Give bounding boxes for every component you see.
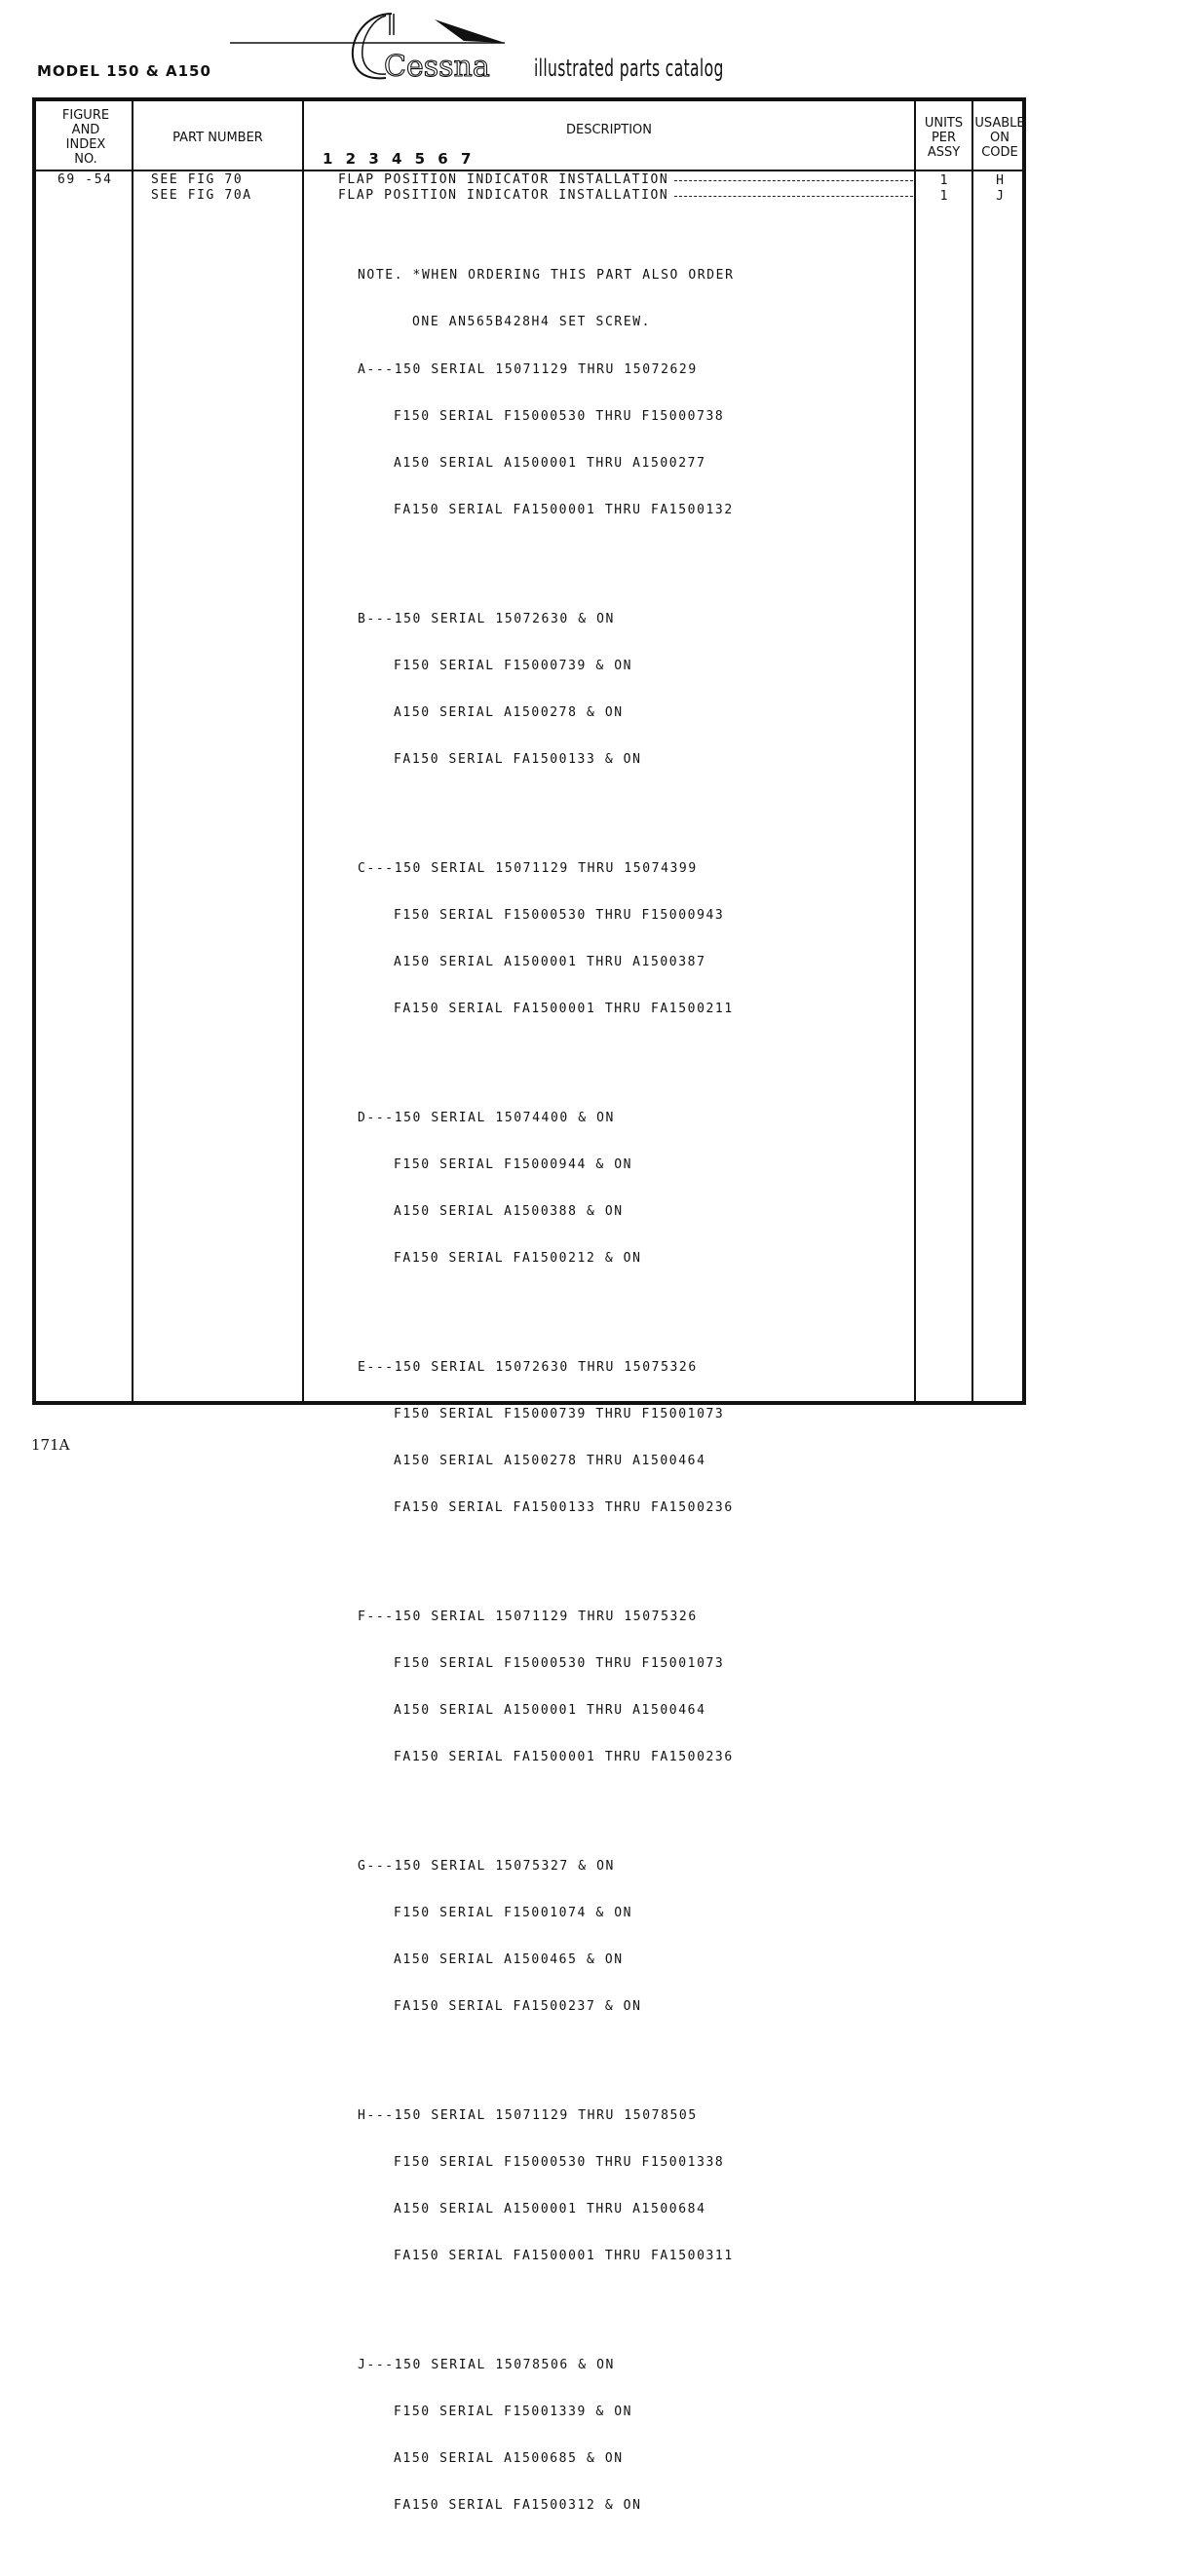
serial-line: F150 SERIAL F15000739 THRU F15001073	[394, 1407, 725, 1421]
table-row-code: H	[996, 173, 1004, 188]
serial-line: C---150 SERIAL 15071129 THRU 15074399	[358, 861, 698, 876]
catalog-title: illustrated parts catalog	[534, 55, 724, 82]
table-row-units: 1	[939, 189, 948, 204]
table-row-units: 1	[939, 173, 948, 188]
serial-group-h	[358, 2077, 734, 2295]
serial-line: A---150 SERIAL 15071129 THRU 15072629	[358, 362, 698, 377]
serial-line: A150 SERIAL A1500001 THRU A1500684	[394, 2202, 706, 2216]
serial-line: A150 SERIAL A1500685 & ON	[394, 2451, 624, 2466]
note-line: ONE AN565B428H4 SET SCREW.	[412, 315, 652, 329]
serial-group-c	[358, 830, 734, 1048]
serial-line: F150 SERIAL F15000944 & ON	[394, 1157, 633, 1172]
serial-line: FA150 SERIAL FA1500001 THRU FA1500211	[394, 1002, 734, 1016]
serial-line: F150 SERIAL F15000530 THRU F15001338	[394, 2155, 725, 2170]
table-row-index: 69 -54	[57, 172, 113, 187]
table-row	[338, 172, 913, 188]
serial-line: FA150 SERIAL FA1500001 THRU FA1500132	[394, 503, 734, 517]
column-header-figure: FIGURE AND INDEX NO.	[61, 108, 110, 167]
table-row-description: FLAP POSITION INDICATOR INSTALLATION	[338, 172, 669, 187]
serial-line: F150 SERIAL F15000530 THRU F15000943	[394, 908, 725, 923]
model-title: MODEL 150 & A150	[37, 62, 211, 80]
table-row	[338, 188, 913, 204]
table-row-part-number: SEE FIG 70	[151, 172, 244, 187]
serial-line: FA150 SERIAL FA1500133 THRU FA1500236	[394, 1500, 734, 1515]
serial-group-b	[358, 581, 734, 799]
serial-line: F150 SERIAL F15000530 THRU F15001073	[394, 1656, 725, 1671]
serial-line: A150 SERIAL A1500465 & ON	[394, 1952, 624, 1967]
column-divider	[132, 101, 133, 1401]
serial-line: FA150 SERIAL FA1500312 & ON	[394, 2498, 642, 2513]
leader-dashes	[674, 196, 913, 197]
header-divider	[36, 170, 1022, 171]
table-row-description: FLAP POSITION INDICATOR INSTALLATION	[338, 188, 669, 203]
serial-group-j	[358, 2327, 734, 2545]
serial-group-d	[358, 1080, 734, 1298]
table-row-part-number: SEE FIG 70A	[151, 188, 252, 203]
note-line: NOTE. *WHEN ORDERING THIS PART ALSO ORDER	[358, 268, 735, 283]
cessna-logo-mark	[230, 6, 522, 94]
column-divider	[971, 101, 973, 1401]
column-header-units: UNITS PER ASSY	[924, 115, 964, 160]
serial-line: FA150 SERIAL FA1500001 THRU FA1500311	[394, 2249, 734, 2263]
serial-line: FA150 SERIAL FA1500001 THRU FA1500236	[394, 1750, 734, 1764]
serial-line: G---150 SERIAL 15075327 & ON	[358, 1859, 615, 1874]
serial-group-f	[358, 1578, 734, 1797]
serial-line: A150 SERIAL A1500001 THRU A1500387	[394, 955, 706, 969]
column-header-description: DESCRIPTION	[566, 122, 652, 137]
serial-line: D---150 SERIAL 15074400 & ON	[358, 1111, 615, 1125]
serial-line: A150 SERIAL A1500001 THRU A1500277	[394, 456, 706, 471]
serial-line: F150 SERIAL F15001074 & ON	[394, 1906, 633, 1920]
column-header-part-number: PART NUMBER	[172, 130, 263, 145]
column-header-usable: USABLE ON CODE	[974, 115, 1025, 160]
serial-line: FA150 SERIAL FA1500237 & ON	[394, 1999, 642, 2014]
column-divider	[914, 101, 916, 1401]
indent-levels: 1 2 3 4 5 6 7	[323, 150, 476, 168]
cessna-logo	[230, 6, 522, 94]
serial-line: F---150 SERIAL 15071129 THRU 15075326	[358, 1610, 698, 1624]
serial-line: F150 SERIAL F15000739 & ON	[394, 659, 633, 673]
table-row-code: J	[996, 189, 1004, 204]
serial-group-e	[358, 1329, 734, 1547]
serial-line: A150 SERIAL A1500278 & ON	[394, 705, 624, 720]
serial-group-a	[358, 331, 734, 549]
serial-effectivity-list	[358, 300, 734, 2576]
serial-line: FA150 SERIAL FA1500133 & ON	[394, 752, 642, 767]
column-divider	[302, 101, 304, 1401]
serial-line: J---150 SERIAL 15078506 & ON	[358, 2358, 615, 2372]
serial-line: H---150 SERIAL 15071129 THRU 15078505	[358, 2108, 698, 2123]
serial-line: B---150 SERIAL 15072630 & ON	[358, 612, 615, 626]
serial-line: A150 SERIAL A1500001 THRU A1500464	[394, 1703, 706, 1718]
serial-line: A150 SERIAL A1500278 THRU A1500464	[394, 1454, 706, 1468]
leader-dashes	[674, 180, 913, 181]
serial-line: E---150 SERIAL 15072630 THRU 15075326	[358, 1360, 698, 1375]
serial-line: F150 SERIAL F15001339 & ON	[394, 2405, 633, 2419]
serial-line: F150 SERIAL F15000530 THRU F15000738	[394, 409, 725, 424]
serial-line: FA150 SERIAL FA1500212 & ON	[394, 1251, 642, 1266]
brand-wordmark: Cessna	[384, 50, 490, 84]
serial-group-g	[358, 1828, 734, 2046]
serial-line: A150 SERIAL A1500388 & ON	[394, 1204, 624, 1219]
page-number: 171A	[31, 1436, 70, 1454]
